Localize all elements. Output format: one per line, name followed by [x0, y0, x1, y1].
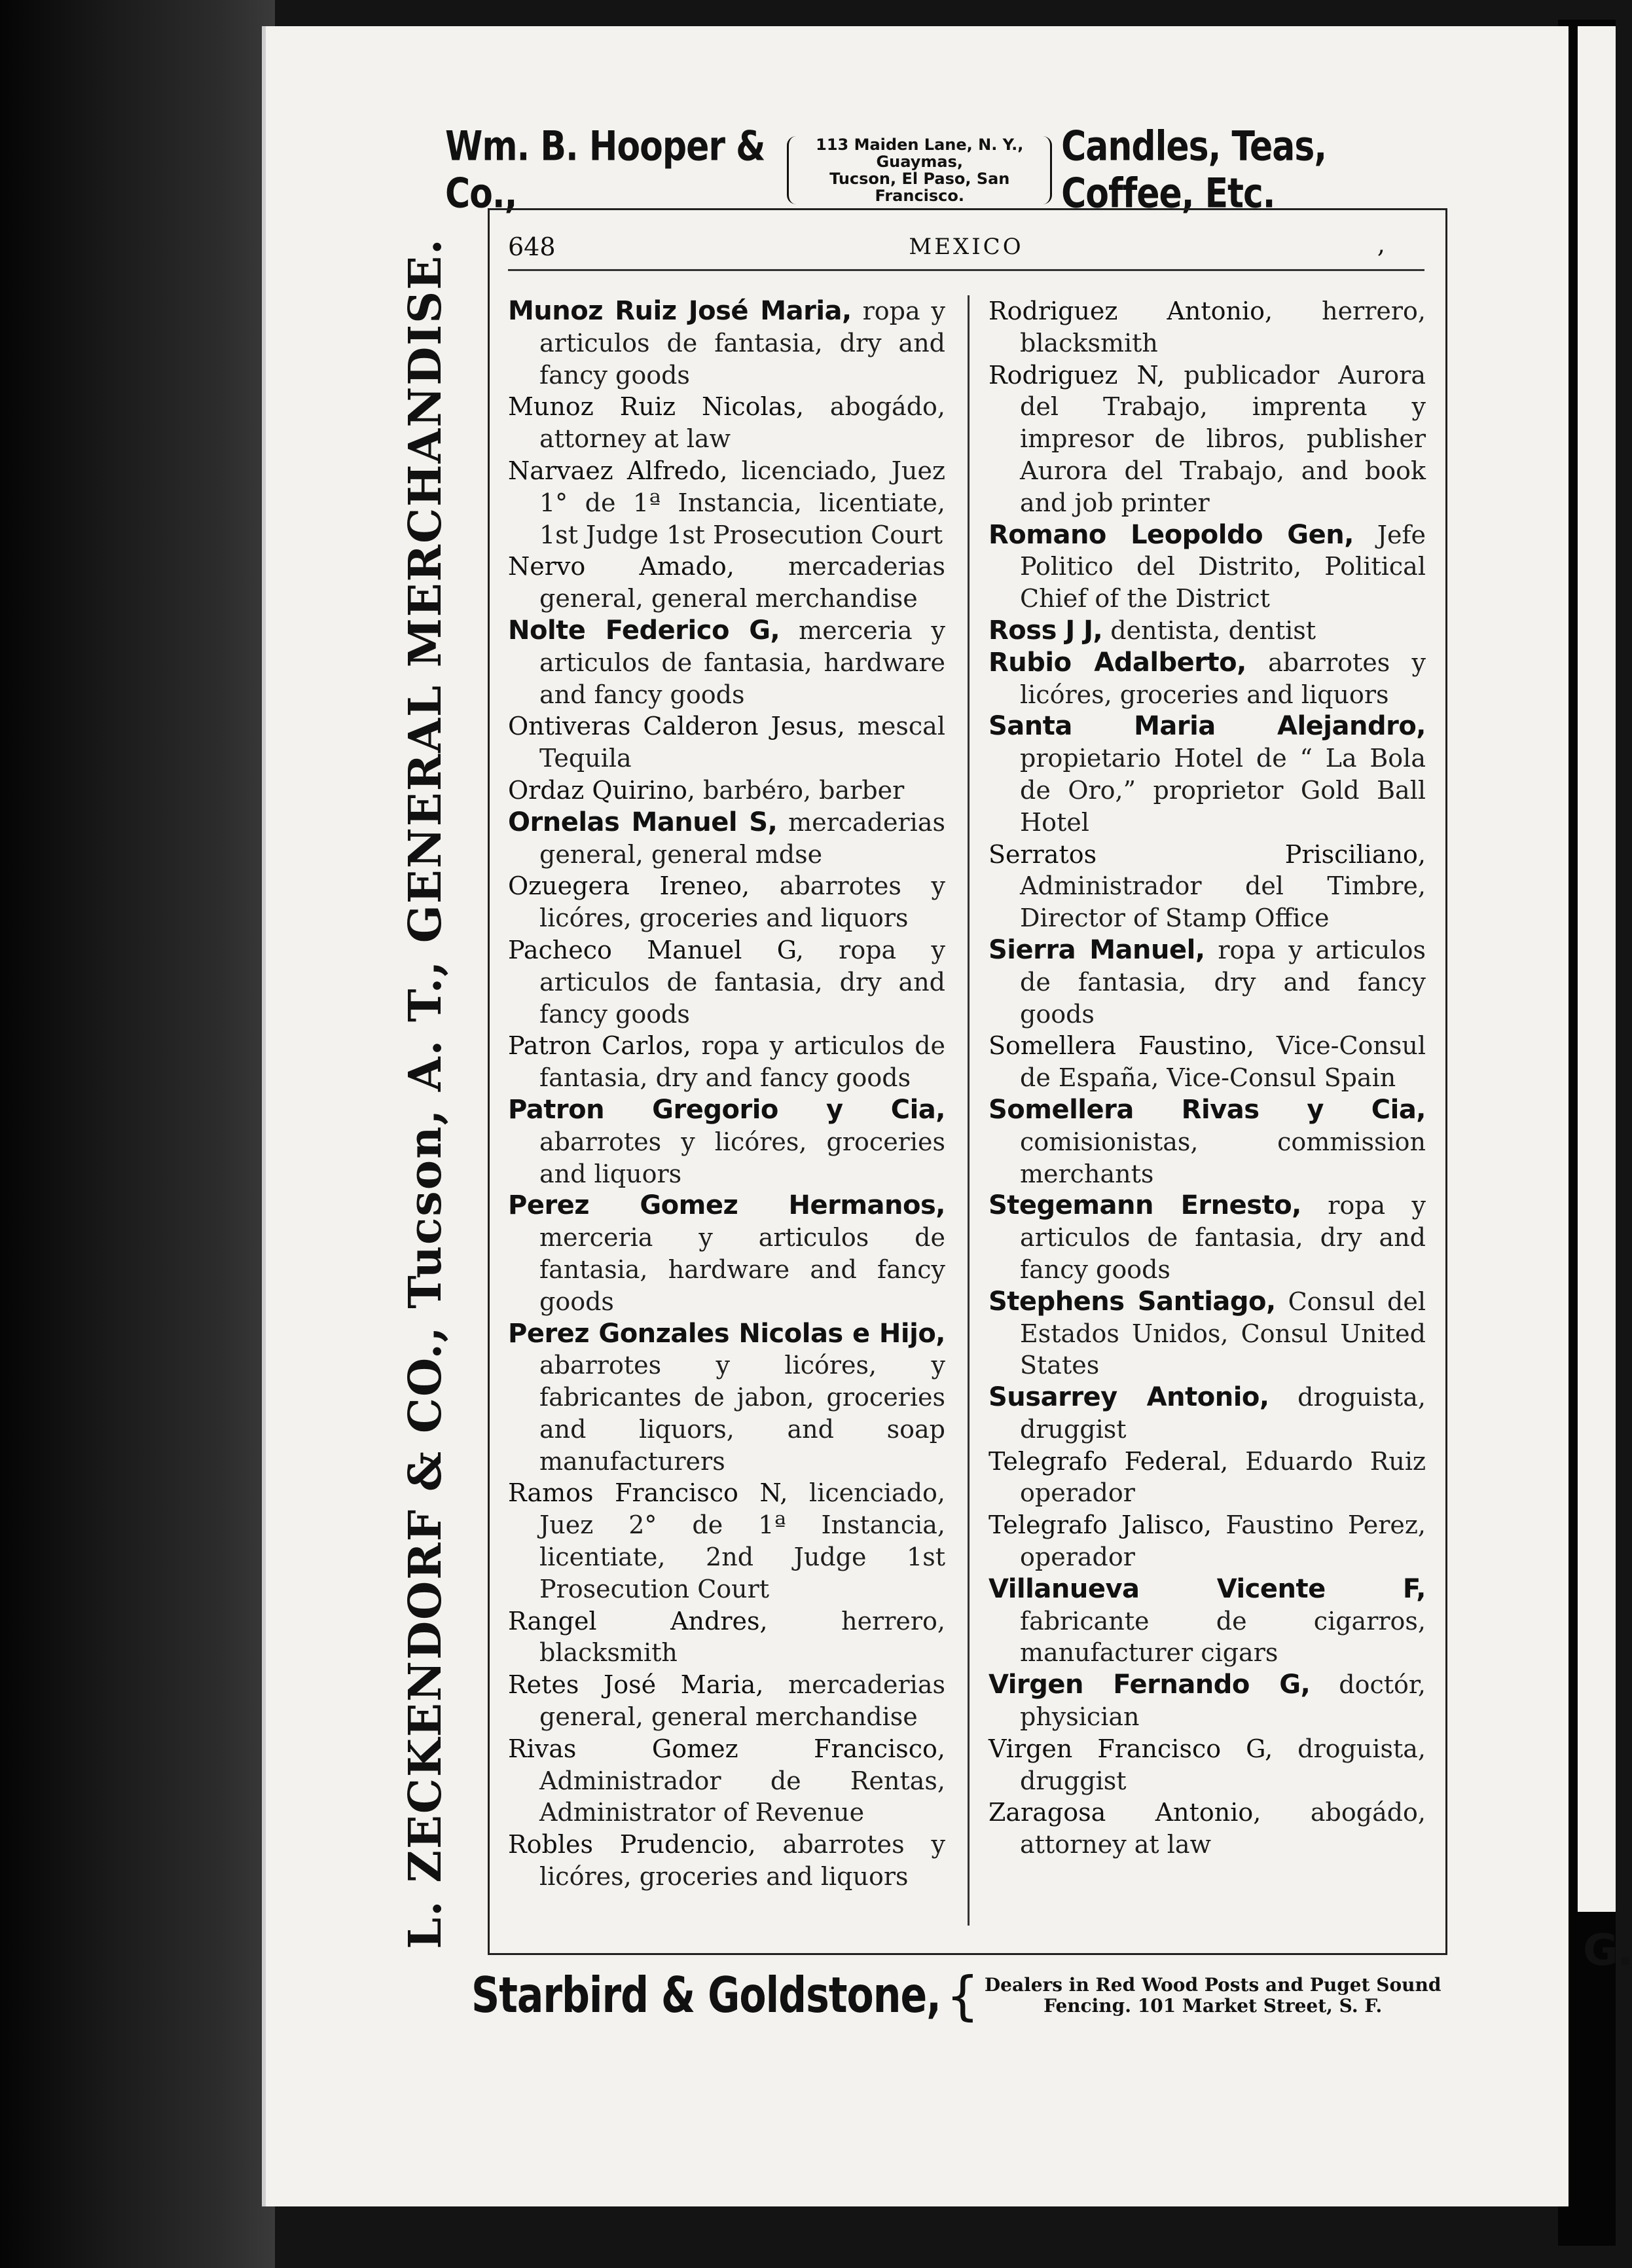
entry-description: Jefe Politico del Distrito, Political Chief of the District: [1020, 520, 1426, 613]
directory-entry: [988, 1573, 1426, 1669]
running-header: [508, 223, 1424, 271]
entry-name: Ordaz Quirino,: [508, 775, 695, 805]
entry-description: abarrotes y licóres, groceries and liquors: [1020, 648, 1426, 709]
ad-bottom-brace: {: [945, 1965, 979, 2026]
header-mark: ,: [1377, 230, 1385, 259]
entry-name: Pacheco Manuel G,: [508, 935, 804, 964]
directory-entry: [508, 934, 945, 1030]
directory-entry: [508, 455, 945, 551]
directory-entry: [508, 1605, 945, 1670]
entry-description: droguista, druggist: [1020, 1383, 1426, 1444]
entry-description: licenciado, Juez 1° de 1ª Instancia, licentiate, 1st Judge 1st Prosecution Court: [539, 456, 945, 549]
directory-entry: [508, 1318, 945, 1478]
directory-entry: [988, 359, 1426, 519]
entry-description: abarrotes y licóres, groceries and liquors: [539, 1127, 945, 1188]
ad-top-address: [787, 136, 1052, 204]
entry-description: ropa y articulos de fantasia, dry and fancy goods: [539, 935, 945, 1029]
entry-name: Munoz Ruiz José Maria,: [508, 296, 852, 326]
directory-entry: [508, 1477, 945, 1605]
entry-description: Administrador del Timbre, Director of Stamp Office: [1020, 871, 1426, 933]
entry-name: Somellera Faustino,: [988, 1031, 1255, 1061]
page-title: MEXICO: [909, 234, 1024, 260]
entry-name: Rivas Gomez Francisco,: [508, 1734, 945, 1763]
entry-description: Vice-Consul de España, Vice-Consul Spain: [1020, 1031, 1426, 1093]
entry-description: merceria y articulos de fantasia, hardware and fancy goods: [539, 615, 945, 709]
entry-description: propietario Hotel de “ La Bola de Oro,” proprietor Gold Ball Hotel: [1020, 744, 1426, 837]
directory-entry: [988, 615, 1426, 647]
entry-description: dentista, dentist: [1102, 615, 1316, 645]
entry-description: ropa y articulos de fantasia, dry and fancy goods: [539, 1031, 946, 1093]
entry-description: mercaderias general, general mdse: [539, 807, 945, 869]
entry-description: herrero, blacksmith: [1020, 297, 1426, 357]
book-spine: [0, 0, 275, 2268]
entry-name: Ontiveras Calderon Jesus,: [508, 712, 845, 741]
next-page-fragment: G.: [1583, 1925, 1632, 1975]
entry-name: Romano Leopoldo Gen,: [988, 519, 1354, 550]
entry-description: fabricante de cigarros, manufacturer cigars: [1020, 1606, 1426, 1668]
entry-description: publicador Aurora del Trabajo, imprenta y impresor de libros, publisher Aurora del Trabajo, and book and job printer: [1020, 360, 1426, 517]
entry-description: ropa y articulos de fantasia, dry and fancy goods: [539, 297, 945, 390]
entry-name: Virgen Fernando G,: [988, 1670, 1311, 1700]
entry-description: doctór, physician: [1020, 1670, 1426, 1732]
entry-name: Narvaez Alfredo,: [508, 456, 728, 485]
entry-description: comisionistas, commission merchants: [1020, 1127, 1426, 1188]
entry-name: Patron Carlos,: [508, 1031, 691, 1061]
directory-entry: [508, 551, 945, 615]
directory-entry: [508, 870, 945, 934]
left-column: [508, 295, 945, 1893]
entry-description: mercaderias general, general merchandise: [539, 1670, 945, 1732]
directory-entry: [508, 710, 945, 775]
directory-entry: [508, 1190, 945, 1317]
entry-name: Zaragosa Antonio,: [988, 1798, 1261, 1827]
entry-name: Nolte Federico G,: [508, 615, 780, 646]
entry-name: Villanueva Vicente F,: [988, 1573, 1426, 1604]
entry-description: abarrotes y licóres, y fabricantes de jabon, groceries and liquors, and soap manufacturers: [539, 1351, 945, 1476]
directory-entry: [988, 1030, 1426, 1094]
column-divider: [968, 295, 970, 1926]
entry-name: Perez Gonzales Nicolas e Hijo,: [508, 1318, 945, 1349]
ad-top-address-line1: 113 Maiden Lane, N. Y., Guaymas,: [816, 136, 1024, 171]
ad-top-goods: Candles, Teas, Coffee, Etc.: [1061, 123, 1327, 217]
entry-name: Serratos Prisciliano,: [988, 839, 1426, 869]
entry-name: Nervo Amado,: [508, 552, 734, 581]
entry-name: Telegrafo Federal,: [988, 1446, 1229, 1476]
entry-description: mercaderias general, general merchandise: [539, 552, 945, 613]
ad-top-firm: Wm. B. Hooper & Co.,: [445, 123, 765, 217]
entry-name: Somellera Rivas y Cia,: [988, 1094, 1426, 1125]
directory-entry: [988, 839, 1426, 934]
entry-description: herrero, blacksmith: [539, 1606, 945, 1668]
entry-name: Stephens Santiago,: [988, 1286, 1276, 1317]
bottom-advertisement: [471, 1956, 1473, 2035]
ad-top-address-line2: Tucson, El Paso, San Francisco.: [829, 170, 1010, 205]
entry-description: abarrotes y licóres, groceries and liquors: [539, 871, 945, 933]
directory-entry: [508, 295, 945, 391]
ad-bottom-line2: Fencing. 101 Market Street, S. F.: [1043, 1995, 1383, 2017]
entry-description: barbéro, barber: [695, 775, 905, 805]
entry-name: Ross J J,: [988, 615, 1103, 646]
entry-description: abogádo, attorney at law: [1020, 1798, 1426, 1859]
entry-name: Santa Maria Alejandro,: [988, 711, 1426, 742]
directory-entry: [988, 1669, 1426, 1733]
entry-name: Rangel Andres,: [508, 1606, 768, 1636]
entry-name: Rodriguez Antonio,: [988, 297, 1273, 325]
directory-entry: [988, 1797, 1426, 1861]
entry-description: Consul del Estados Unidos, Consul United States: [1020, 1287, 1426, 1380]
page-number: 648: [508, 232, 556, 261]
entry-name: Telegrafo Jalisco,: [988, 1510, 1212, 1540]
directory-entry: [508, 1669, 945, 1733]
ad-bottom-description: [985, 1975, 1442, 2017]
ad-bottom-line1: Dealers in Red Wood Posts and Puget Sound: [984, 1974, 1442, 1996]
entry-description: ropa y articulos de fantasia, dry and fancy goods: [1020, 1191, 1426, 1284]
directory-entry: [988, 1286, 1426, 1381]
entry-description: Faustino Perez, operador: [1020, 1510, 1426, 1572]
entry-name: Rodriguez N,: [988, 360, 1165, 390]
entry-name: Patron Gregorio y Cia,: [508, 1094, 945, 1125]
next-page-edge: [1578, 26, 1616, 1912]
entry-name: Perez Gomez Hermanos,: [508, 1190, 945, 1221]
directory-entry: [508, 1094, 945, 1190]
directory-entry: [988, 1190, 1426, 1285]
entry-name: Retes José Maria,: [508, 1670, 764, 1700]
right-column: [988, 295, 1426, 1861]
directory-entry: [988, 1446, 1426, 1510]
entry-name: Stegemann Ernesto,: [988, 1190, 1301, 1221]
directory-entry: [988, 647, 1426, 711]
entry-description: abogádo, attorney at law: [539, 392, 945, 454]
directory-entry: [988, 1509, 1426, 1573]
entry-description: ropa y articulos de fantasia, dry and fancy goods: [1020, 935, 1426, 1029]
directory-entry: [508, 807, 945, 871]
directory-entry: [988, 934, 1426, 1030]
entry-name: Munoz Ruiz Nicolas,: [508, 392, 804, 422]
entry-name: Susarrey Antonio,: [988, 1382, 1269, 1413]
top-advertisement: [445, 123, 1466, 217]
entry-description: mescal Tequila: [539, 712, 945, 773]
entry-description: merceria y articulos de fantasia, hardware and fancy goods: [539, 1223, 945, 1316]
entry-description: Administrador de Rentas, Administrator of Revenue: [539, 1766, 945, 1827]
directory-entry: [988, 1094, 1426, 1190]
entry-description: droguista, druggist: [1020, 1734, 1426, 1795]
side-advertisement: L. ZECKENDORF & CO., Tucson, A. T., GENERAL MERCHANDISE.: [399, 238, 452, 1949]
entry-name: Ozuegera Ireneo,: [508, 871, 750, 901]
directory-entry: [508, 1733, 945, 1829]
directory-entry: [508, 775, 945, 807]
directory-entry: [508, 391, 945, 455]
entry-name: Virgen Francisco G,: [988, 1734, 1273, 1763]
ad-bottom-firm: Starbird & Goldstone,: [471, 1967, 941, 2024]
directory-entry: [508, 1030, 945, 1094]
directory-entry: [508, 615, 945, 710]
entry-description: Eduardo Ruiz operador: [1020, 1446, 1426, 1508]
directory-entry: [508, 1829, 945, 1893]
entry-name: Rubio Adalberto,: [988, 647, 1246, 678]
directory-entry: [988, 519, 1426, 615]
directory-entry: [988, 1733, 1426, 1797]
entry-description: abarrotes y licóres, groceries and liquors: [539, 1830, 945, 1892]
entry-description: licenciado, Juez 2° de 1ª Instancia, licentiate, 2nd Judge 1st Prosecution Court: [539, 1478, 945, 1603]
entry-name: Sierra Manuel,: [988, 934, 1205, 965]
entry-name: Ramos Francisco N,: [508, 1478, 788, 1508]
entry-name: Robles Prudencio,: [508, 1830, 756, 1859]
directory-frame: [488, 208, 1447, 1955]
directory-entry: [988, 295, 1426, 359]
directory-entry: [988, 710, 1426, 838]
entry-name: Ornelas Manuel S,: [508, 807, 778, 837]
directory-entry: [988, 1381, 1426, 1446]
